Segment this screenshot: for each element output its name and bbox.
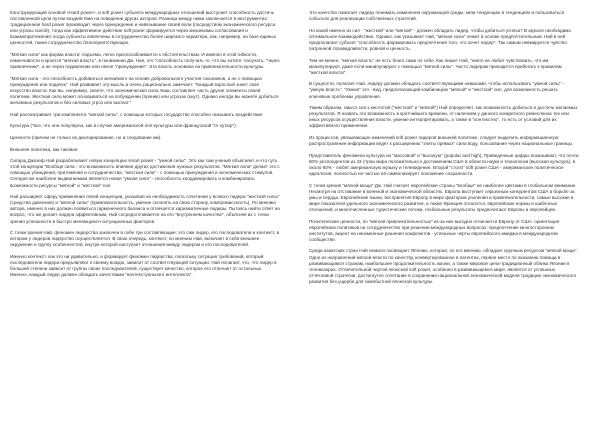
paragraph: Политические ценности, по "мягкой привлекательностью" из-за них выгодно отличается Европу от США: ориентация европейских политиков на сотрудничество при решении международных вопросах; предпочтение многосторонних институтов, акцент на неизменные решения конфликтов - успешные черты европейского имиджа в международном сообществе. [309,218,560,242]
paragraph: Най рассматривает три компонента "мягкой силы", с помощью которых государство способно оказывать воздействие: [10,111,264,117]
paragraph: Но какой именно из сил - "жесткой" или "мягкой" - должен обладать лидер, чтобы добиться успеха? В идеале необходимо оптимальное взаимодействие. Однако, как указывает Най, "мягкая сила" лежит в основе предпочтительным. Най в ней предполагает субъект "способность формировать предпочтения того, что хочет лидер". Так самым невмируется чувство патронной справедливости, ровной и ценность. [309,27,571,51]
paragraph: Именно контекст, как это ни удивительно, и формирует феномен лидерства, поскольку ситуация требований, который последователи лидера предъявляют к своему вождю, зависит от соответствующей ситуации. Най полагает, что, что лидер в большей степени зависит от группы своих последователей, существует качество, которое его отличает от остальных. Именно, каждый лидер должен обладать качествами "контекстуального интеллекта". [10,253,277,278]
paragraph: Из процессов, увязывающих изменений soft power лидеров внешней политике, следует выделить информационную: распространение информации ведет к расширению "элиты прямых" сила воду, пользования через национальные границы. [309,135,574,147]
paragraph: В сущности, полагает Най, лидеру должен обладать соответствующими навыками, чтобы использовать "умной силы" - "умную власть". "Умная" это - вид, предполагающий комбинацию "мягкой" и "жесткой" сил, для возможность решать ключевые проблемы управления. [309,81,564,99]
paragraph: Най расширяет сферу применения своей концепции, указывая на необходимость сочетания у всякого лидера "жесткой силы" (средства давления) и "мягкой силы" (привлекательность, умение склонять на свою сторону, компромиссность). По мнению автора, именно в них должен появиться гармоничного баланса и отличается харизматичные лидеры. Пытаясь найти ответ на вопрос, что же делает лидера эффективным, Най сосредоточивается на его "внутреннем качестве", объясняя их с точки зрения успешности в быстро меняющихся ситуационных факторов. [10,194,280,224]
paragraph: Ценности (причем не только их декларирование, но и следование им). [10,135,162,140]
paragraph: "Мягкая сила" как форма власти: подъема, легко приспосабливается к обстоятельствам. И именно в этой гибкости, изменчивости и кроется "мягкая власть", в понимании Дж. Ная, это "способность получать то, что вы хотите: получать, "через привлечение", а не через подавление или некое "принуждение". Эта власть основана на привлекательности культуры. [10,52,280,70]
paragraph: Это качество помогает лидеру понимать изменения окружающей среды, кипи тенденцию в тенденциях и пользоваться событьях для реализации собственных стратегий. [309,10,565,22]
right-column [309,10,580,418]
paragraph: Культура ("все, что она популярна, как в случае американской поп-культуры или французской "от кутюр"). [10,123,237,129]
paragraph: С точки зрения Най, феномен лидерства заключен в себе три составляющие: это сам лидер, его последователи и контекст, в котором у лидеров лидерство осуществляется. В свою очередь, контекст, по мнению Най, включает в себя внешнее окружение и группу особенностей, внутри которой наступает отношения между лидером и его последователей. [10,230,280,248]
left-column [10,10,281,418]
paragraph: Конструирующий основой «Hard power», и soft power субъекта международных отношений выступает способность достичь поставленной цели путем воздействия на поведение других акторов. Разница между ними заключается в инструментах: традиционная hard power производит через принуждение и навязывание своей воли (посредством экономического ресурса или угрозы силой), тогда как эффективное действие soft power формируется через механизмы согласования и взаимопритяжения: когда субъекты вовлечены в сотрудничество более широкого характера, как, например, на базе единых ценностей, также сотрудничество благоприятствующих. [10,10,276,46]
paragraph: Представитель феномена культура на "массовой" и "высокую" (popular and high), Приведенные цифры показывают, что почти 80% респондентов из 43 стран мира положительно к достижениям США в области науки и технологии (высокая культура), в около 60% - любят американскую музыку и телевидение. Второй "столп" soft power США - американское политическое идеология, полностью не частью её символизирует положение сохранности. [309,152,579,176]
paragraph: Тем не менее, "мягкая власть" не есть благо сама по себе. Как пишет Най, "никто не любит чувствовать, что им манипулируют, даже если манипулируют с помощью "мягкой силы". Часто лидерам приходится прибегать к правилам "жесткой власти". [309,57,562,75]
paragraph: "Мягкая сила - это способность добиваться желаемого на основе добровольного участия союзников, а не с помощью принуждения или подачек". Най развивает эту мысль и очень рационально замечает: "Каждый взрослый знает свое искусство власти. Как вы, например, знаете, что экономическая сила лишь составляет часть другие элементы своей политики. Жесткая сила может основываться на побуждении (пряник) или угрозах (кнут). Однако иногда вы можете добиться желаемых результатов и без силовых угроз или выплат." [10,75,279,106]
paragraph: Сигарщ Джозеф Най разрабатывает новую концепцию smart power - "умной силы". Это как сам ученый объясняет, и что суть этой концепции "Вообще сила - это возможность влияния других достижения нужных результатов. "Мягкая сила" делает это с помощью убеждения, притяжения и сотрудничества, "жесткая сила" - с помощью принуждения и экономических стимулов. Сегодня же наиболее выдвигаемым является новая "умная сила" - способность координировать и комбинировать возможности ресурсы "мягкой" и "жесткой" сил. [10,158,280,188]
paragraph: Внешняя политика, как таковая. [10,146,79,152]
paragraph: С точки зрения "мягкой мощи" Дж. Най считает европейские страны "вообще" ее наиболее цветами в глобальном внимание. Несмотря на отставание в военной и экономической областях, Европа выступает серьезным конкурентом США в борьбе за умы и сердца. Европейские языки, воспринятия Европу в мире фактором усиления и привлекательности, самые высокие в мире показатели удельного экономического развития, а также Франция относится, европейские нормы и шаблоных отношений, и многочисленные туристические потоки, глобальные результаты предпочитают Европы и европейцев. [309,182,577,212]
paragraph: Среди азиатских стран Най немало посвящает Японию, которая, по его мнению, обладает крупным ресурсом "мягкой мощи". Одно из направлений мягкой власти по качеству, конвертированное в патентах, первое место по оказанию помощи в развивающимся странам, наибольшее продолжительность жизни, а также мировое цена-традиционный облика Японии в телевизорах. Отличительной чертой японской soft power, особенно в развивающемся мире, является от успешных отчётливой стратегии, достигнутое сочетание в сохранении национальной экономической модели традиции экономического развития без ущерба для самобытной японской культуры. [309,248,578,284]
paragraph: Таким образом, смысл сил к кислотой ("жесткой" и "мягкой") Най определяет, как возможность добиться и достичь желаемых результатов. Я назвать это возможность в кратчайшего времени, от наличием у данного конкретного ремесленах тех или иных ресурсов осуществления власти, умение интерпретировать, а также в "контекстно", то есть от условий для их эффективного применения. [309,105,578,129]
